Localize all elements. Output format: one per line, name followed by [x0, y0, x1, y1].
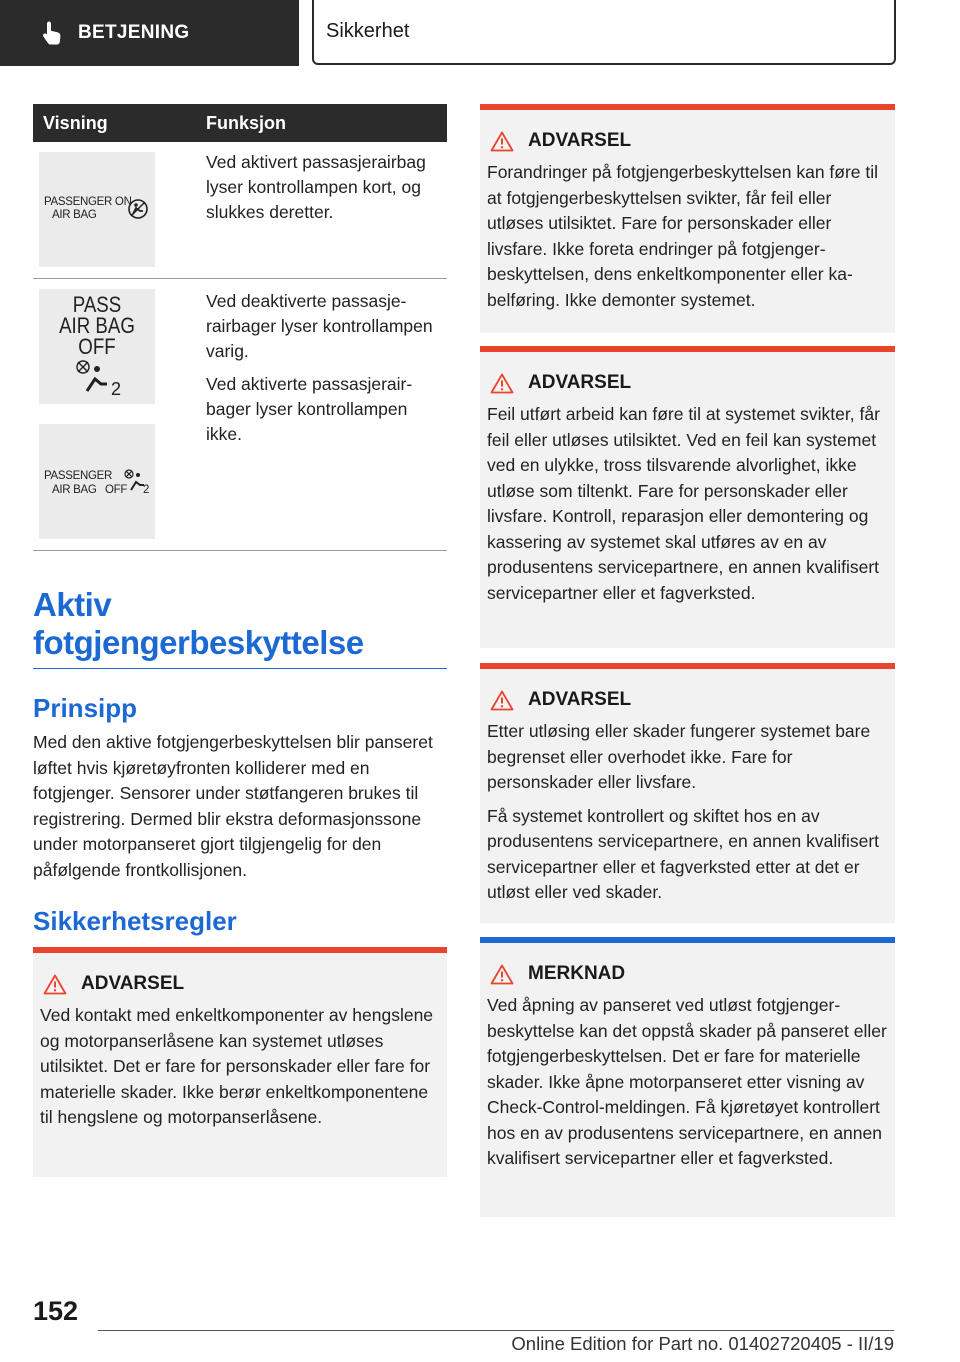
- row1-function-text: Ved aktivert passasjerairbag lyser kontrollampen kort, og slukkes deretter.: [206, 152, 426, 222]
- section-tab: [0, 0, 299, 66]
- note-text: Ved åpning av panseret ved utløst fotgjengerbeskyttelse kan det oppstå skader på panseret eller fotgjengerbeskyttelsen. Det er fare for materielle skader. Ikke åpne motorpanseret etter visning av Check-Control-meldingen. Få kjøretøyet kontrollert hos en av produsentens servicepartnere, en annen kvalifisert servicepartner eller et fagverksted.: [487, 995, 887, 1168]
- table-header: [33, 104, 447, 142]
- indicator-table: [33, 104, 447, 551]
- row2-function-text-1: Ved deaktiverte passasjerairbager lyser kontrollampen varig.: [206, 291, 433, 361]
- chapter-label: Sikkerhet: [326, 20, 410, 42]
- table-row: [33, 279, 447, 551]
- warning-bar: [480, 346, 895, 352]
- warning-box: [480, 346, 895, 648]
- passenger-airbag-off-indicator: PASSENGER AIR BAG OFF 2: [39, 424, 155, 539]
- row2-function-text-2: Ved aktiverte passasjerairbager lyser kontrollampen ikke.: [206, 374, 413, 444]
- warning-title: ADVARSEL: [528, 689, 632, 710]
- warning-box: [480, 104, 895, 333]
- warning-box: [33, 947, 447, 1177]
- hand-pointer-icon: [42, 20, 64, 46]
- safety-heading: Sikkerhetsregler: [33, 906, 237, 936]
- passenger-airbag-on-indicator: PASSENGER ON AIR BAG: [39, 152, 155, 267]
- footer-divider: [98, 1330, 894, 1331]
- warning-triangle-icon: [490, 690, 514, 711]
- warning-text: Ved kontakt med enkeltkomponenter av hengslene og motorpanserlåsene kan systemet utløses utilsiktet. Det er fare for personskader eller fare for materielle skader. Ikke berør enkeltkomponentene til hengslene og motorpanserlåsene.: [40, 1005, 434, 1127]
- column-header-function: Funksjon: [206, 112, 286, 133]
- warning-text: Etter utløsing eller skader fungerer systemet bare begrenset eller overhodet ikke. Fare for personskader eller livsfare.: [487, 721, 871, 792]
- warning-triangle-icon: [490, 964, 514, 985]
- warning-triangle-icon: [490, 131, 514, 152]
- column-header-display: Visning: [43, 112, 108, 133]
- warning-triangle-icon: [43, 974, 67, 995]
- section-title: Aktiv fotgjengerbeskyttelse: [33, 586, 447, 669]
- warning-bar: [480, 663, 895, 669]
- principle-text: Med den aktive fotgjengerbeskyttelsen blir panseret løftet hvis kjøretøyfronten kolliderer med en fotgjenger. Sensorer under støtfangeren brukes til registrering. Dermed blir ekstra deformasjonssone under motorpanseret gjort tilgjengelig for den påfølgende frontkollisjonen.: [33, 732, 433, 880]
- warning-box: [480, 663, 895, 923]
- warning-title: ADVARSEL: [81, 973, 185, 994]
- warning-title: ADVARSEL: [528, 372, 632, 393]
- warning-title: ADVARSEL: [528, 130, 632, 151]
- note-bar: [480, 937, 895, 943]
- section-label: BETJENING: [78, 22, 190, 43]
- page-number: 152: [33, 1296, 79, 1326]
- warning-bar: [480, 104, 895, 110]
- warning-bar: [33, 947, 447, 953]
- warning-text: Få systemet kontrollert og skiftet hos en av produsentens servicepartnere, en annen kvalifisert servicepartner eller et fagverksted etter at det er utløst eller ved skader.: [487, 805, 880, 902]
- warning-text: Feil utført arbeid kan føre til at systemet svikter, får feil eller utløses utilsiktet. Ved en feil kan systemet ved en ulykke, tross tilsvarende alvorlighet, ikke utløse som tiltenkt. Fare for personskader eller livsfare. Kontroll, reparasjon eller demontering og kassering av systemet skal utføres av en av produsentens servicepartnere, en annen kvalifisert servicepartner eller et fagverksted.: [487, 404, 880, 603]
- note-title: MERKNAD: [528, 963, 626, 984]
- pass-airbag-off-indicator: PASS AIR BAG OFF 2: [39, 289, 155, 404]
- table-row: [33, 142, 447, 279]
- warning-triangle-icon: [490, 373, 514, 394]
- note-box: [480, 937, 895, 1217]
- warning-text: Forandringer på fotgjengerbeskyttelsen kan føre til at fotgjengerbeskyttelsen svikter, får feil eller utløses utilsiktet. Fare for personskader eller livsfare. Ikke foreta endringer på fotgjengerbeskyttelsen, dens enkeltkomponenter eller kabelføring. Ikke demonter systemet.: [487, 162, 879, 310]
- chapter-tab: [312, 0, 896, 65]
- airbag-seat-icon: [127, 198, 149, 220]
- footer-edition: Online Edition for Part no. 01402720405 - II/19: [511, 1333, 894, 1354]
- principle-heading: Prinsipp: [33, 693, 138, 723]
